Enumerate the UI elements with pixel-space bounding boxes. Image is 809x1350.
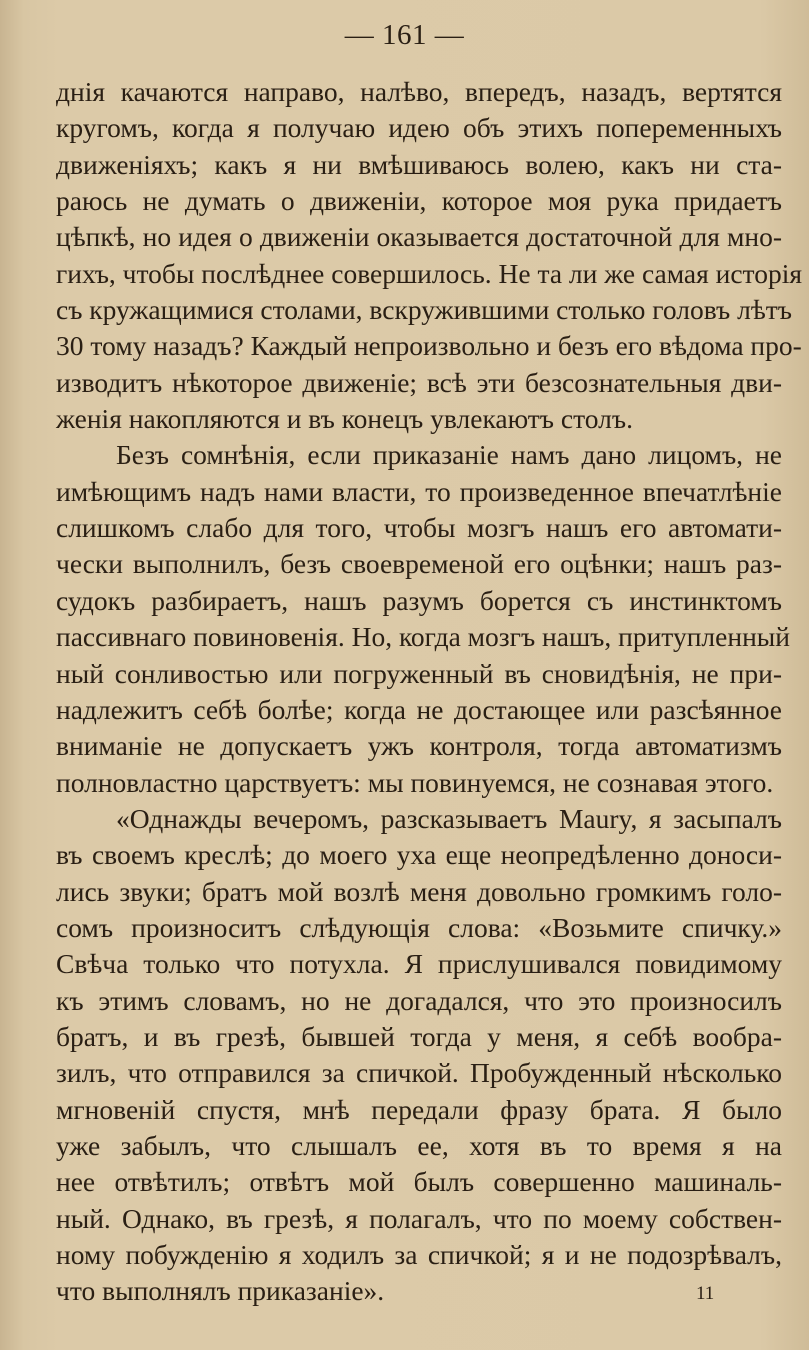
text-line: что выполнялъ приказаніе». bbox=[56, 1275, 385, 1307]
text-line: зилъ, что отправился за спичкой. Пробужденный нѣсколько bbox=[56, 1057, 782, 1089]
text-line: уже забылъ, что слышалъ ее, хотя въ то время я на bbox=[56, 1129, 782, 1161]
text-line: днія качаются направо, налѣво, впередъ, назадъ, вертятся bbox=[56, 76, 782, 107]
text-line: ный сонливостью или погруженный въ сновидѣнія, не при- bbox=[56, 657, 782, 689]
text-line: ному побужденію я ходилъ за спичкой; я и не подозрѣвалъ, bbox=[56, 1239, 782, 1270]
text-line: «Однажды вечеромъ, разсказываетъ Maury, я засыпалъ bbox=[116, 802, 782, 834]
text-line: цѣпкѣ, но идея о движеніи оказывается достаточной для мно- bbox=[56, 221, 782, 253]
text-line: Свѣча только что потухла. Я прислушивался повидимому bbox=[56, 948, 782, 980]
text-line: сомъ произноситъ слѣдующія слова: «Возьмите спичку.» bbox=[56, 911, 782, 943]
text-line: кругомъ, когда я получаю идею объ этихъ попеременныхъ bbox=[56, 112, 782, 144]
text-line: 30 тому назадъ? Каждый непроизвольно и безъ его вѣдома про- bbox=[56, 330, 802, 362]
text-line: движеніяхъ; какъ я ни вмѣшиваюсь волею, какъ ни ста- bbox=[56, 148, 782, 180]
text-line: полновластно царствуетъ: мы повинуемся, не сознавая этого. bbox=[56, 766, 774, 798]
text-line: къ этимъ словамъ, но не догадался, что это произносилъ bbox=[56, 984, 782, 1016]
text-line: женія накопляются и въ конецъ увлекаютъ столъ. bbox=[56, 403, 633, 435]
signature-mark: 11 bbox=[696, 1283, 715, 1304]
text-line: имѣющимъ надъ нами власти, то произведенное впечатлѣніе bbox=[56, 475, 782, 507]
text-line: изводитъ нѣкоторое движеніе; всѣ эти безсознательныя дви- bbox=[56, 366, 782, 398]
text-line: ный. Однако, въ грезѣ, я полагалъ, что по моему собствен- bbox=[56, 1202, 782, 1234]
page-number: — 161 — bbox=[344, 19, 465, 51]
text-line: чески выполнилъ, безъ своевременой его оцѣнки; нашъ раз- bbox=[56, 548, 782, 580]
text-line: судокъ разбираетъ, нашъ разумъ борется съ инстинктомъ bbox=[56, 584, 782, 616]
text-line: лись звуки; братъ мой возлѣ меня довольно громкимъ голо- bbox=[56, 875, 782, 907]
text-line: въ своемъ креслѣ; до моего уха еще неопредѣленно доноси- bbox=[56, 839, 782, 871]
text-line: мгновеній спустя, мнѣ передали фразу брата. Я было bbox=[56, 1093, 782, 1125]
page-text bbox=[56, 74, 803, 1310]
text-line: пассивнаго повиновенія. Но, когда мозгъ нашъ, притупленный bbox=[56, 621, 790, 653]
text-line: братъ, и въ грезѣ, бывшей тогда у меня, я себѣ вообра- bbox=[56, 1020, 782, 1052]
text-line: гихъ, чтобы послѣднее совершилось. Не та ли же самая исторія bbox=[56, 257, 803, 289]
text-line: вниманіе не допускаетъ ужъ контроля, тогда автоматизмъ bbox=[56, 730, 782, 762]
text-line: раюсь не думать о движеніи, которое моя рука придаетъ bbox=[56, 185, 782, 217]
text-line: нее отвѣтилъ; отвѣтъ мой былъ совершенно машиналь- bbox=[56, 1166, 782, 1198]
text-line: съ кружащимися столами, вскружившими столько головъ лѣтъ bbox=[56, 294, 793, 326]
text-line: надлежитъ себѣ болѣе; когда не достающее или разсѣянное bbox=[56, 693, 782, 725]
text-line: Безъ сомнѣнія, если приказаніе намъ дано лицомъ, не bbox=[116, 439, 782, 471]
text-line: слишкомъ слабо для того, чтобы мозгъ нашъ его автомати- bbox=[56, 512, 782, 544]
